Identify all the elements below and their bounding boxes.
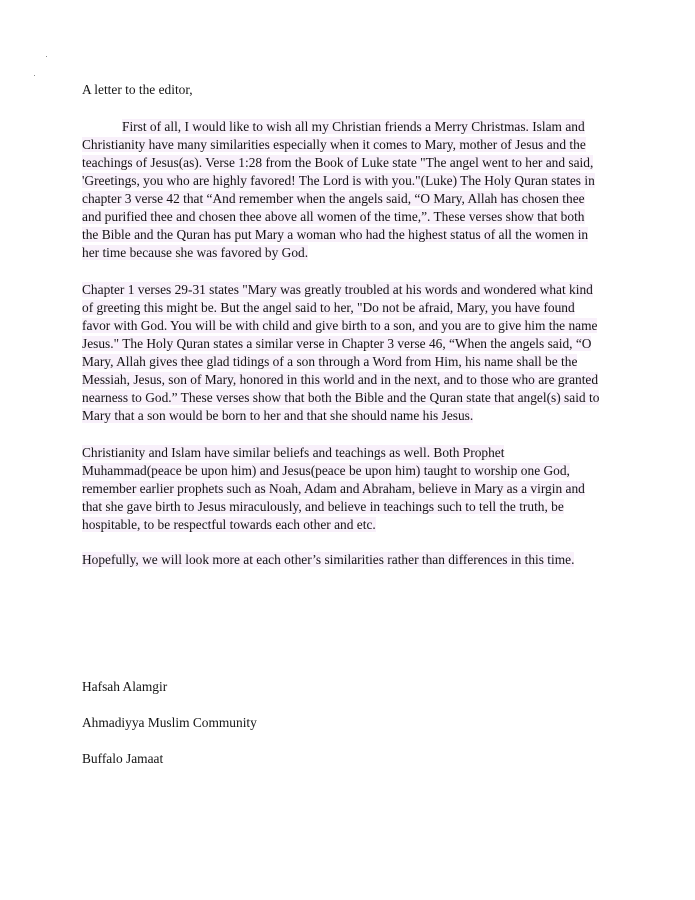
paragraph-2-line: nearness to God.” These verses show that both the Bible and the Quran state that angel(s) said to	[82, 390, 600, 405]
paragraph-2-line: favor with God. You will be with child and give birth to a son, and you are to give him the name	[82, 318, 598, 333]
scan-speck	[46, 56, 47, 57]
paragraph-1-line: chapter 3 verse 42 that “And remember when the angels said, “O Mary, Allah has chosen thee	[82, 191, 585, 206]
paragraph-3-line: Christianity and Islam have similar beliefs and teachings as well. Both Prophet	[82, 445, 505, 460]
scan-speck	[34, 75, 35, 76]
paragraph-3-line: that she gave birth to Jesus miraculously, and believe in teachings such to tell the truth, be	[82, 499, 564, 514]
paragraph-2-line: of greeting this might be. But the angel said to her, "Do not be afraid, Mary, you have found	[82, 300, 575, 315]
paragraph-2-line: Chapter 1 verses 29-31 states "Mary was greatly troubled at his words and wondered what kind	[82, 282, 593, 297]
signature-chapter: Buffalo Jamaat	[82, 751, 164, 766]
paragraph-2-line: Messiah, Jesus, son of Mary, honored in this world and in the next, and to those who are granted	[82, 372, 599, 387]
paragraph-1-line: Christianity have many similarities especially when it comes to Mary, mother of Jesus and the	[82, 137, 586, 152]
paragraph-1-line: her time because she was favored by God.	[82, 245, 309, 260]
paragraph-2-line: Mary, Allah gives thee glad tidings of a son through a Word from Him, his name shall be the	[82, 354, 578, 369]
paragraph-3-line: remember earlier prophets such as Noah, Adam and Abraham, believe in Mary as a virgin and	[82, 481, 585, 496]
paragraph-4-line: Hopefully, we will look more at each other’s similarities rather than differences in this time.	[82, 552, 575, 567]
paragraph-2-line: Jesus." The Holy Quran states a similar verse in Chapter 3 verse 46, “When the angels said, “O	[82, 336, 592, 351]
signature-name: Hafsah Alamgir	[82, 679, 168, 694]
paragraph-3-line: Muhammad(peace be upon him) and Jesus(peace be upon him) taught to worship one God,	[82, 463, 570, 478]
paragraph-1-line: teachings of Jesus(as). Verse 1:28 from the Book of Luke state "The angel went to her and said,	[82, 155, 594, 170]
paragraph-3-line: hospitable, to be respectful towards each other and etc.	[82, 517, 376, 532]
paragraph-1-line: and purified thee and chosen thee above all women of the time,”. These verses show that both	[82, 209, 585, 224]
paragraph-2-line: Mary that a son would be born to her and that she should name his Jesus.	[82, 408, 474, 423]
salutation: A letter to the editor,	[82, 82, 193, 97]
paragraph-1-line: 'Greetings, you who are highly favored! The Lord is with you."(Luke) The Holy Quran states in	[82, 173, 595, 188]
paragraph-1-line: the Bible and the Quran has put Mary a woman who had the highest status of all the women in	[82, 227, 589, 242]
paragraph-1-line: First of all, I would like to wish all my Christian friends a Merry Christmas. Islam and	[122, 119, 585, 134]
signature-organization: Ahmadiyya Muslim Community	[82, 715, 257, 730]
